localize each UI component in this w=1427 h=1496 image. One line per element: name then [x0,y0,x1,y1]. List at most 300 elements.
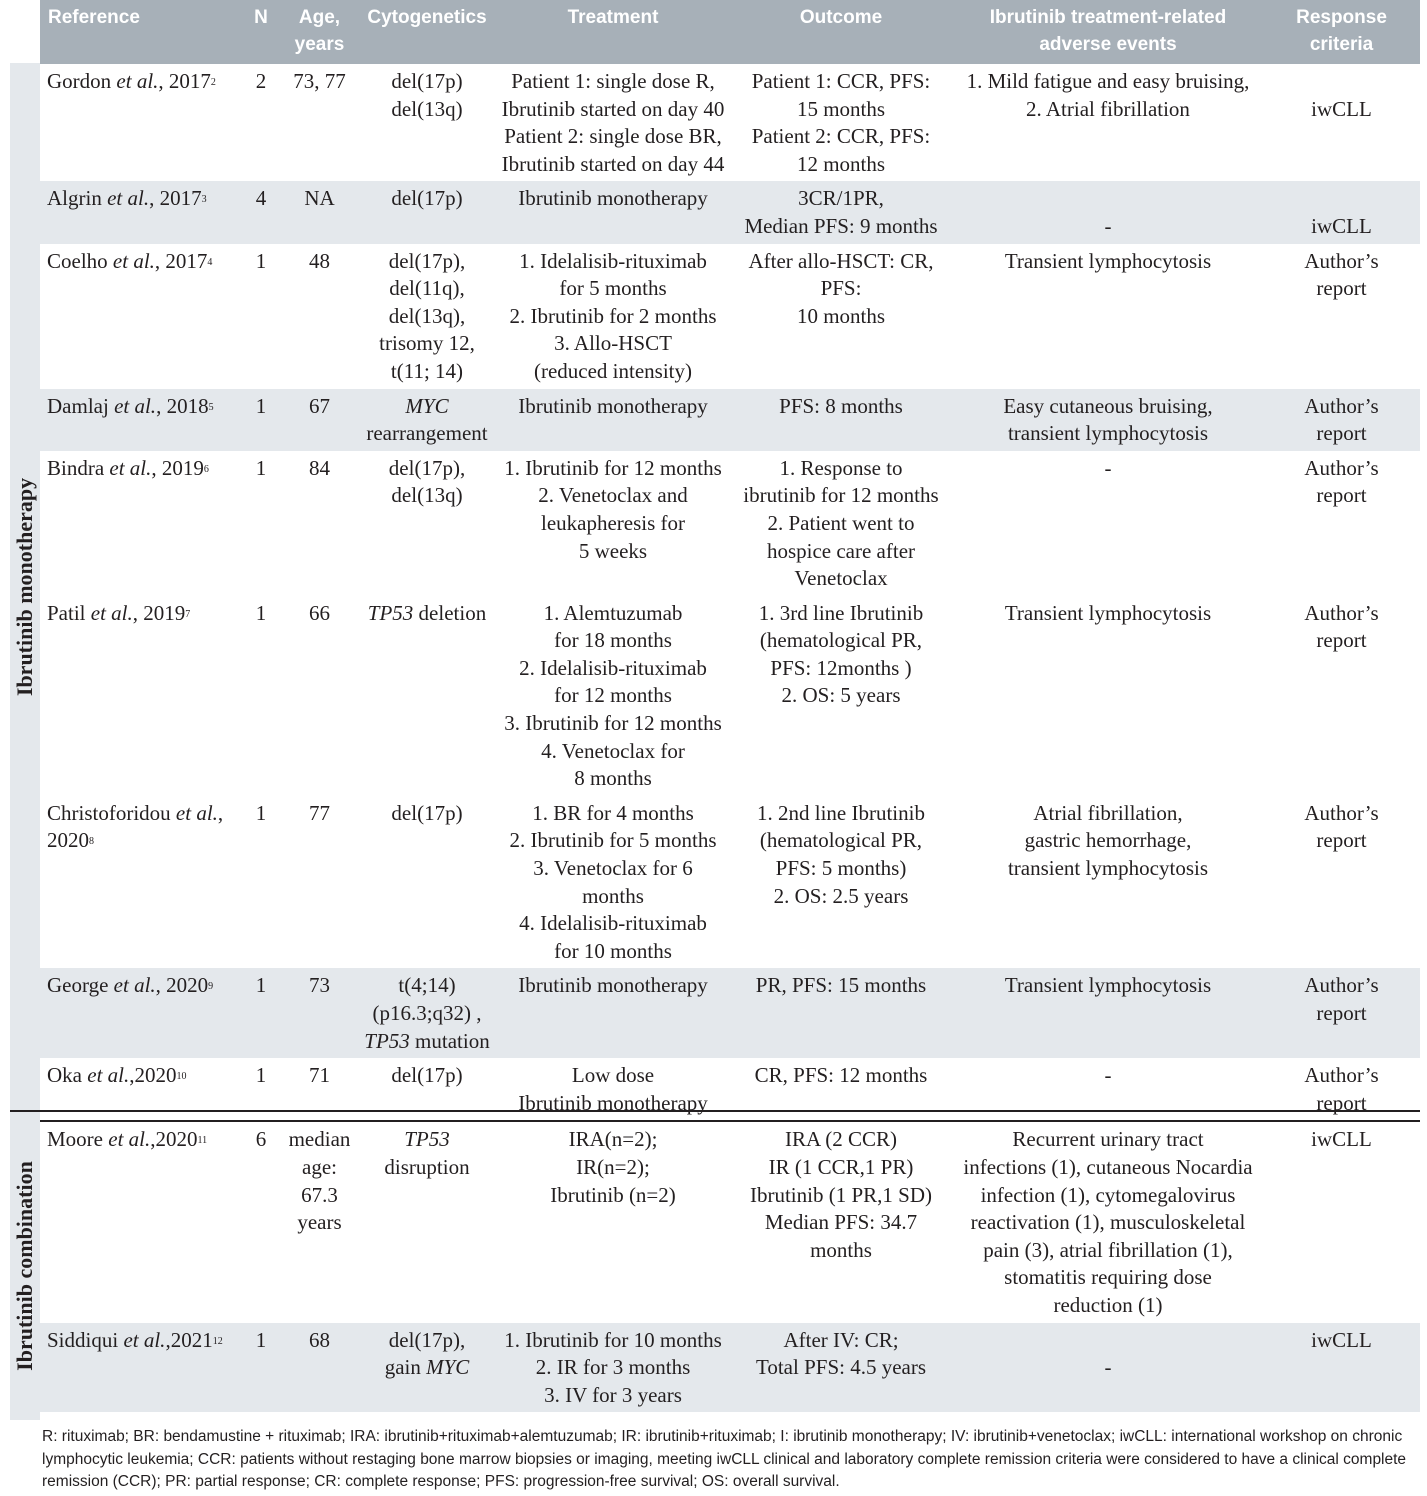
cell-line: median [288,1127,351,1152]
cell-response-criteria [1263,451,1420,596]
cell-line [956,185,1260,213]
cell-line: report [1316,628,1367,653]
cell-age [282,596,357,796]
cell-treatment [497,1121,729,1322]
reference-author: Gordon [47,69,112,93]
cell-line: del(17p), [388,455,466,480]
cell-outcome [729,451,953,596]
cell-n: 1 [255,248,267,273]
cell-line: Author’s [1304,800,1379,825]
cell-line: 68 [309,1327,330,1352]
cyto-text: del(17p), [388,1327,466,1352]
cell-line: 12 months [796,151,886,176]
cell-line: 67 [309,393,330,418]
header-age-line: Age, [298,7,341,28]
cell-line: del(13q) [391,96,463,121]
group-label-text: Ibrutinib combination [12,1161,37,1371]
cell-line: 1. Ibrutinib for 10 months [504,1327,722,1352]
cell-line: 3. Ibrutinib for 12 months [504,711,722,736]
cell-line: 1. Ibrutinib for 12 months [504,455,722,480]
cell-n: 2 [255,69,267,93]
cell-treatment [497,451,729,596]
reference-year: , 2018 [156,393,209,418]
cell-line: Low dose [571,1063,655,1088]
cell-response-criteria [1263,1058,1420,1121]
reference-author: Damlaj [47,393,109,418]
cell-line: Patient 1: CCR, PFS: [751,69,931,93]
reference-citation: 6 [203,463,209,475]
cell-outcome [729,64,953,181]
cell-reference [40,451,240,596]
cell-line: for 10 months [554,938,672,963]
cell-line: transient lymphocytosis [1007,856,1209,881]
cell-line: t(11; 14) [390,358,464,383]
cyto-gene: MYC [405,393,449,418]
cell-response-criteria [1263,389,1420,451]
cyto-gene: TP53 [367,600,414,625]
cell-line: 1. Idelalisib-rituximab [519,248,707,273]
cell-line: for 5 months [559,276,667,301]
cell-line: 3. Venetoclax for 6 months [533,856,693,908]
reference-citation: 9 [208,981,214,993]
cell-line: 84 [309,455,330,480]
cell-line: t(4;14) [398,973,456,998]
cell-line: 15 months [796,96,886,121]
reference-year: 2020 [47,828,89,853]
header-response-line: criteria [1309,34,1374,55]
cell-outcome [729,181,953,243]
cell-cytogenetics [357,181,497,243]
cell-line: (reduced intensity) [533,358,693,383]
cell-line: After IV: CR; [783,1327,899,1352]
cell-line: Author’s [1304,973,1379,998]
reference-author: Siddiqui [47,1327,119,1352]
reference-etal: et al. [111,69,159,93]
cell-line: stomatitis requiring dose [1004,1265,1212,1290]
cell-age [282,64,357,181]
cell-line: iwCLL [1311,96,1372,121]
cell-line: Author’s [1304,393,1379,418]
cell-line: Patient 2: CCR, PFS: [751,124,931,149]
cell-line: (p16.3;q32) , [372,1001,482,1025]
cell-line: 2. IR for 3 months [535,1355,691,1380]
cell-line: Total PFS: 4.5 years [755,1355,927,1380]
cell-line: Transient lymphocytosis [1004,973,1212,998]
cell-adverse-events [953,389,1263,451]
cell-line: 2. OS: 2.5 years [773,883,909,908]
cell-line: report [1316,483,1367,508]
reference-author: Christoforidou [47,800,171,825]
cyto-text: mutation [409,1028,490,1053]
cell-line: rearrangement [366,421,488,446]
cell-adverse-events [953,64,1263,181]
cell-line: infections (1), cutaneous Nocardia [963,1154,1253,1179]
header-row [40,0,1420,64]
cell-age [282,1121,357,1322]
cell-line: Patient 1: single dose R, [511,69,715,93]
cell-age [282,968,357,1058]
reference-etal: et al. [108,973,156,998]
cyto-text: gain [384,1355,427,1380]
cell-outcome [729,968,953,1058]
cell-line [360,600,494,628]
cell-line: (hematological PR, [759,828,923,853]
cell-line: pain (3), atrial fibrillation (1), [983,1237,1233,1262]
cell-line: Venetoclax [794,566,888,591]
table-row [40,181,1420,243]
reference-citation: 10 [176,1071,187,1083]
cell-age [282,244,357,389]
cell-line: del(17p) [391,800,463,825]
reference-year: , 2020 [155,973,209,998]
cell-line: 1. Mild fatigue and easy bruising, [966,69,1250,93]
cell-line: Median PFS: 34.7 months [764,1210,918,1262]
cell-cytogenetics [357,1323,497,1413]
cell-cytogenetics [357,796,497,969]
cell-reference [40,796,240,969]
cell-adverse-events [953,1121,1263,1322]
cell-response-criteria [1263,181,1420,243]
cell-adverse-events [953,796,1263,969]
cell-cytogenetics [357,389,497,451]
cell-line: 2. Ibrutinib for 5 months [509,828,717,853]
reference-year: , 2019 [151,455,204,480]
cyto-gene: TP53 [364,1028,410,1053]
cell-line: iwCLL [1311,1327,1372,1352]
cell-outcome [729,796,953,969]
reference-author: Patil [47,600,86,625]
group-label-text: Ibrutinib monotherapy [12,477,37,697]
cell-reference [40,181,240,243]
cell-age [282,1323,357,1413]
cell-cytogenetics [357,64,497,181]
cell-line: del(17p) [391,69,463,93]
cell-outcome [729,1121,953,1322]
reference-etal: et al. [107,248,155,273]
cell-line [1266,185,1417,213]
cell-line: reactivation (1), musculoskeletal [970,1210,1246,1235]
cell-line [956,1327,1260,1355]
cell-line: 2. OS: 5 years [781,683,901,708]
cell-n: 1 [240,389,282,451]
cell-line: 73 [309,973,330,998]
cell-line: Ibrutinib (n=2) [550,1182,676,1207]
cell-line: 1. Alemtuzumab [543,600,683,625]
table-row [40,596,1420,796]
reference-etal: et al. [103,1127,151,1152]
reference-etal: et al. [101,186,150,211]
cell-line: Ibrutinib (1 PR,1 SD) [749,1182,932,1207]
cell-line: del(17p) [391,186,463,211]
cell-age [282,1058,357,1121]
cell-line: del(17p), [388,248,466,273]
table-row [40,1058,1420,1121]
cell-line: disruption [384,1154,470,1179]
cell-n: 1 [255,600,267,625]
cell-line: iwCLL [1311,1127,1372,1152]
cell-cytogenetics [357,1058,497,1121]
cell-line: 71 [309,1063,330,1088]
reference-etal: et al. [170,800,218,825]
cell-line: - [1104,1355,1112,1380]
header-spacer [10,0,40,63]
reference-citation: 2 [210,77,216,88]
cell-line: 67.3 years [297,1182,342,1235]
header-age-line: years [294,34,345,55]
cell-line: 73, 77 [293,69,346,93]
cell-cytogenetics [357,451,497,596]
cell-adverse-events [953,596,1263,796]
cell-line: for 12 months [554,683,672,708]
reference-year: , 2017 [149,186,202,211]
cell-response-criteria [1263,968,1420,1058]
cell-cytogenetics [357,968,497,1058]
cell-line: Ibrutinib monotherapy [518,973,708,998]
cell-treatment [497,181,729,243]
cell-reference [40,1058,240,1121]
cell-line: 3. Allo-HSCT [554,331,672,356]
cell-line: PFS: 8 months [779,393,903,418]
cell-reference [40,64,240,181]
reference-author: Algrin [47,186,102,211]
reference-etal: et al. [85,600,133,625]
table-row [40,1323,1420,1413]
reference-author: Oka [47,1063,82,1088]
cell-line: 66 [309,600,330,625]
reference-citation: 4 [207,256,213,268]
reference-year: , 2017 [158,69,211,93]
table-row [40,389,1420,451]
reference-author: Moore [47,1127,103,1152]
cell-treatment [497,1058,729,1121]
cell-line: report [1316,1001,1367,1025]
cyto-text: deletion [413,600,487,625]
cell-n: 1 [240,1323,282,1413]
header-treatment: Treatment [497,0,729,64]
table-row [40,64,1420,181]
cell-line: 2. Idelalisib-rituximab [519,655,707,680]
cell-line: del(11q), [389,276,465,301]
header-response [1263,0,1420,64]
reference-author: Coelho [47,248,108,273]
cell-line: - [1104,1063,1112,1088]
cell-line: report [1316,1090,1367,1115]
cell-line: Transient lymphocytosis [1004,600,1212,625]
cell-line: Recurrent urinary tract [1012,1127,1204,1152]
cell-line: 1. 3rd line Ibrutinib [758,600,924,625]
header-age [282,0,357,64]
cell-line: NA [304,186,335,211]
reference-citation: 5 [208,401,214,413]
cell-line: transient lymphocytosis [1007,421,1209,446]
reference-citation: 7 [185,608,191,620]
cell-line: 2. Venetoclax and [538,483,688,508]
header-outcome: Outcome [729,0,953,64]
cell-line: 4. Venetoclax for [541,738,685,763]
reference-citation: 8 [89,836,94,848]
cell-line: Ibrutinib monotherapy [518,186,708,211]
cyto-gene: MYC [426,1355,470,1380]
reference-citation: 12 [212,1335,223,1347]
cell-line: IR(n=2); [576,1154,650,1179]
cell-line: del(17p) [391,1063,463,1088]
cell-line: 4. Idelalisib-rituximab [519,911,707,936]
cell-reference [40,389,240,451]
cell-line: 5 weeks [578,538,648,563]
cell-reference [40,244,240,389]
reference-year: , 2017 [154,248,208,273]
cell-line: 10 months [796,303,886,328]
cell-line: gastric hemorrhage, [1024,828,1192,853]
cell-line: PFS: 12months ) [770,655,912,680]
cell-line: for 18 months [554,628,672,653]
cell-cytogenetics [357,596,497,796]
reference-author: Bindra [47,455,105,480]
cell-line: hospice care after [766,538,916,563]
cell-line: 48 [309,248,330,273]
cell-n: 6 [255,1127,267,1152]
cell-line: Author’s [1304,600,1379,625]
studies-table [40,0,1420,1412]
table-header [40,0,1420,64]
cell-line: trisomy 12, [379,331,475,356]
cell-outcome [729,596,953,796]
cell-line: 1. 2nd line Ibrutinib [757,800,925,825]
header-cytogenetics: Cytogenetics [357,0,497,64]
cell-line: Author’s [1304,1063,1379,1088]
cell-line: PR, PFS: 15 months [755,973,927,998]
cell-response-criteria [1263,64,1420,181]
reference-citation: 3 [201,194,207,206]
table-row [40,451,1420,596]
cell-line: 1. BR for 4 months [532,800,694,825]
cell-reference [40,596,240,796]
cell-reference [40,968,240,1058]
cell-line: (hematological PR, [759,628,923,653]
header-adverse-line: adverse events [1039,34,1177,55]
cell-line: After allo-HSCT: CR, PFS: [748,248,934,301]
cell-outcome [729,389,953,451]
cell-line: Author’s [1304,248,1379,273]
reference-author: George [47,973,109,998]
cell-line: IRA (2 CCR) [784,1127,897,1152]
header-n: N [240,0,282,64]
cell-treatment [497,64,729,181]
cell-response-criteria [1263,1323,1420,1413]
table-footnote: R: rituximab; BR: bendamustine + rituximab; IRA: ibrutinib+rituximab+alemtuzumab; IR: ibrutinib+rituximab; I: ibrutinib monotherapy; IV: ibrutinib+venetoclax; iwCLL: international workshop on chronic lymphocytic leukemia; CCR: patients without restaging bone marrow biopsies or imaging, meeting iwCLL clinical and laboratory complete remission criteria were considered to have a clinical complete remission (CCR); PR: partial response; CR: complete response; PFS: progression-free survival; OS: overall survival. [42,1428,1407,1490]
cell-line: Patient 2: single dose BR, [504,124,722,149]
cell-outcome [729,1058,953,1121]
cell-outcome [729,244,953,389]
cell-line: - [1104,455,1112,480]
reference-etal: et al. [108,393,157,418]
table-row [40,796,1420,969]
cell-line: 1. Response to [779,455,903,480]
cell-line: report [1316,828,1367,853]
header-response-line: Response [1296,7,1387,28]
reference-etal: et al. [118,1327,166,1352]
cell-n: 1 [240,968,282,1058]
cell-line: iwCLL [1311,213,1372,238]
group-label-monotherapy [10,63,40,1111]
cell-line: report [1316,421,1367,446]
cell-line: leukapheresis for [540,510,686,535]
cell-line: infection (1), cytomegalovirus [980,1182,1236,1207]
cell-line: - [1104,213,1112,238]
cell-line: 2. Patient went to [767,510,915,535]
cell-line: report [1316,276,1367,301]
cell-treatment [497,968,729,1058]
cell-n: 4 [240,181,282,243]
cell-line: IRA(n=2); [568,1127,658,1152]
cell-age [282,389,357,451]
cell-age [282,181,357,243]
cell-line: 77 [309,800,330,825]
cell-treatment [497,596,729,796]
cell-line: Ibrutinib monotherapy [518,1090,708,1115]
cell-line: del(13q) [391,483,463,508]
reference-etal: et al. [82,1063,130,1088]
cell-reference [40,1323,240,1413]
cell-line: 2. Ibrutinib for 2 months [509,303,717,328]
reference-year: , 2019 [132,600,186,625]
header-adverse [953,0,1263,64]
table-row [40,968,1420,1058]
cell-line: 2. Atrial fibrillation [1026,96,1190,121]
cell-line: 3. IV for 3 years [544,1382,682,1407]
cyto-gene: TP53 [404,1127,450,1152]
cell-line [1266,68,1417,96]
cell-line: Ibrutinib started on day 40 [501,96,725,121]
reference-year: ,2020 [129,1063,177,1088]
cell-line [360,1028,494,1056]
cell-line: Author’s [1304,455,1379,480]
cell-line: Easy cutaneous bruising, [1003,393,1213,418]
cell-line: Median PFS: 9 months [744,213,938,238]
cell-adverse-events [953,968,1263,1058]
cell-response-criteria [1263,1121,1420,1322]
cell-line: IR (1 CCR,1 PR) [768,1154,914,1179]
cell-line: PFS: 5 months) [775,856,907,881]
cell-cytogenetics [357,244,497,389]
cell-n: 1 [255,800,267,825]
cell-adverse-events [953,451,1263,596]
cell-n: 1 [255,455,267,480]
table-row [40,244,1420,389]
cell-treatment [497,1323,729,1413]
cell-treatment [497,244,729,389]
cell-adverse-events [953,1323,1263,1413]
cell-line [360,1354,494,1382]
cell-line: 3CR/1PR, [798,186,884,211]
cell-line: reduction (1) [1053,1292,1163,1317]
cell-response-criteria [1263,596,1420,796]
reference-year: ,2021 [165,1327,213,1352]
cell-age [282,796,357,969]
cell-response-criteria [1263,244,1420,389]
cell-adverse-events [953,1058,1263,1121]
reference-year: ,2020 [150,1127,198,1152]
cell-line: CR, PFS: 12 months [754,1063,928,1088]
cell-adverse-events [953,244,1263,389]
table-body [40,64,1420,1412]
reference-citation: 11 [197,1135,208,1147]
cell-treatment [497,389,729,451]
reference-year: , [217,800,224,825]
group-label-combination [10,1112,40,1420]
cell-line: Transient lymphocytosis [1004,248,1212,273]
cell-cytogenetics [357,1121,497,1322]
